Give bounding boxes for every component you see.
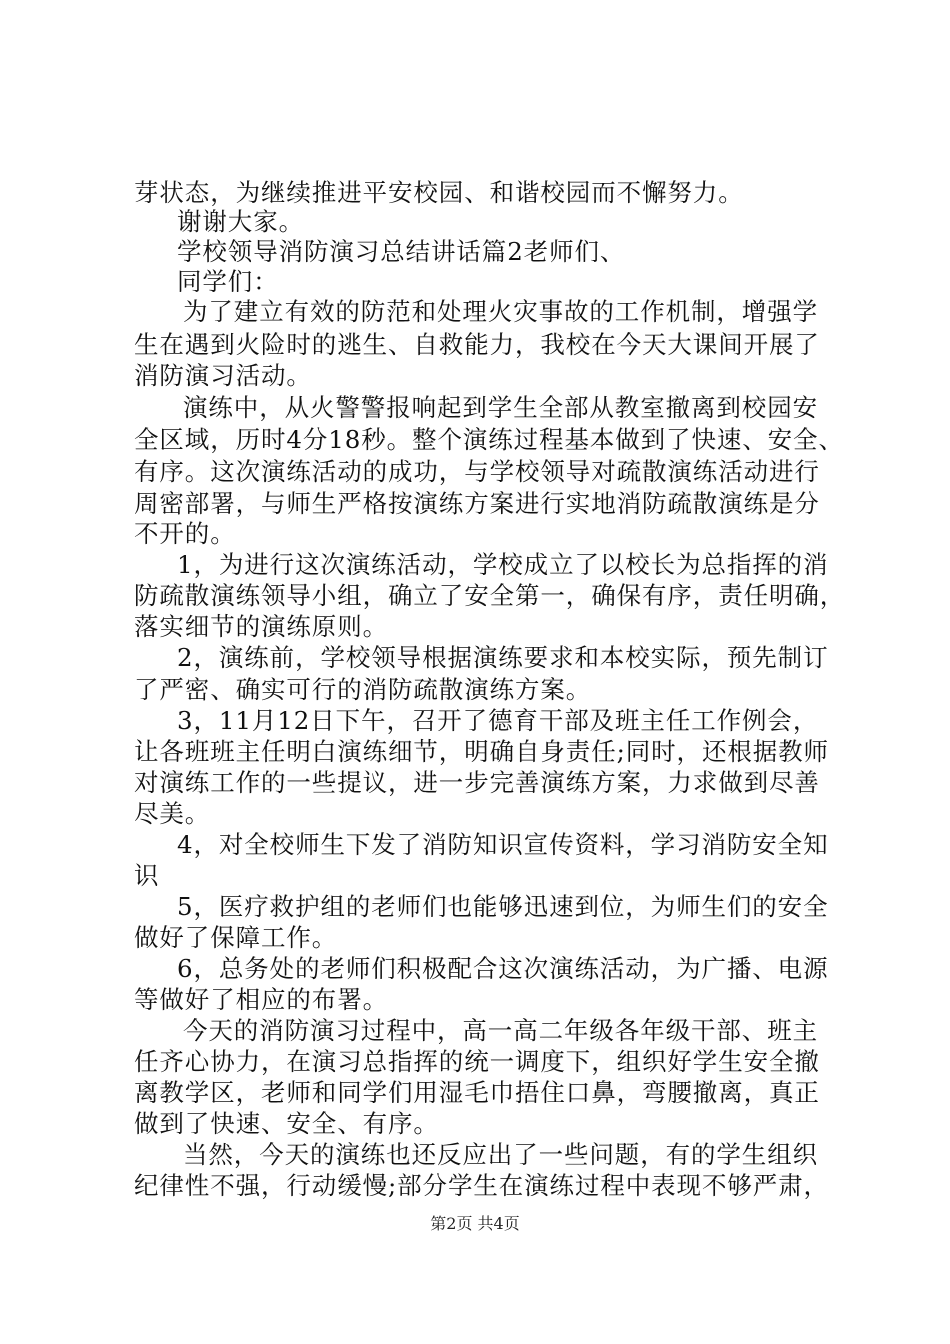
text-line: 不开的。 [134, 519, 236, 548]
text-line: 让各班班主任明白演练细节，明确自身责任;同时，还根据教师 [134, 737, 829, 766]
text-line: 5，医疗救护组的老师们也能够迅速到位，为师生们的安全 [177, 892, 829, 921]
text-line: 同学们： [177, 267, 279, 296]
text-line: 落实细节的演练原则。 [134, 612, 388, 641]
text-line: 谢谢大家。 [177, 207, 304, 236]
text-line: 学校领导消防演习总结讲话篇2老师们、 [177, 237, 626, 266]
text-line: 防疏散演练领导小组，确立了安全第一，确保有序，责任明确， [134, 581, 846, 610]
text-line: 当然，今天的演练也还反应出了一些问题，有的学生组织 [183, 1140, 818, 1169]
text-line: 等做好了相应的布署。 [134, 985, 388, 1014]
text-line: 了严密、确实可行的消防疏散演练方案。 [134, 675, 592, 704]
text-line: 1，为进行这次演练活动，学校成立了以校长为总指挥的消 [177, 550, 829, 579]
text-line: 芽状态，为继续推进平安校园、和谐校园而不懈努力。 [134, 178, 744, 207]
text-line: 演练中，从火警警报响起到学生全部从教室撤离到校园安 [183, 393, 818, 422]
text-line: 离教学区，老师和同学们用湿毛巾捂住口鼻，弯腰撤离，真正 [134, 1078, 820, 1107]
text-line: 识 [134, 861, 160, 890]
text-line: 消防演习活动。 [134, 361, 312, 390]
text-line: 尽美。 [134, 799, 211, 828]
text-line: 做到了快速、安全、有序。 [134, 1109, 439, 1138]
text-line: 周密部署，与师生严格按演练方案进行实地消防疏散演练是分 [134, 489, 820, 518]
text-line: 3，11月12日下午，召开了德育干部及班主任工作例会， [177, 706, 819, 735]
text-line: 做好了保障工作。 [134, 923, 338, 952]
text-line: 2，演练前，学校领导根据演练要求和本校实际，预先制订 [177, 643, 829, 672]
text-line: 全区域，历时4分18秒。整个演练过程基本做到了快速、安全、 [134, 425, 844, 454]
text-line: 为了建立有效的防范和处理火灾事故的工作机制，增强学 [183, 297, 818, 326]
text-line: 4，对全校师生下发了消防知识宣传资料，学习消防安全知 [177, 830, 829, 859]
text-line: 纪律性不强，行动缓慢;部分学生在演练过程中表现不够严肃， [134, 1171, 829, 1200]
text-line: 对演练工作的一些提议，进一步完善演练方案，力求做到尽善 [134, 768, 820, 797]
text-line: 有序。这次演练活动的成功，与学校领导对疏散演练活动进行 [134, 457, 820, 486]
text-line: 6，总务处的老师们积极配合这次演练活动，为广播、电源 [177, 954, 829, 983]
text-line: 今天的消防演习过程中，高一高二年级各年级干部、班主 [183, 1016, 818, 1045]
text-line: 生在遇到火险时的逃生、自救能力，我校在今天大课间开展了 [134, 330, 820, 359]
page-number-footer: 第2页 共4页 [430, 1214, 520, 1233]
text-line: 任齐心协力，在演习总指挥的统一调度下，组织好学生安全撤 [134, 1047, 820, 1076]
